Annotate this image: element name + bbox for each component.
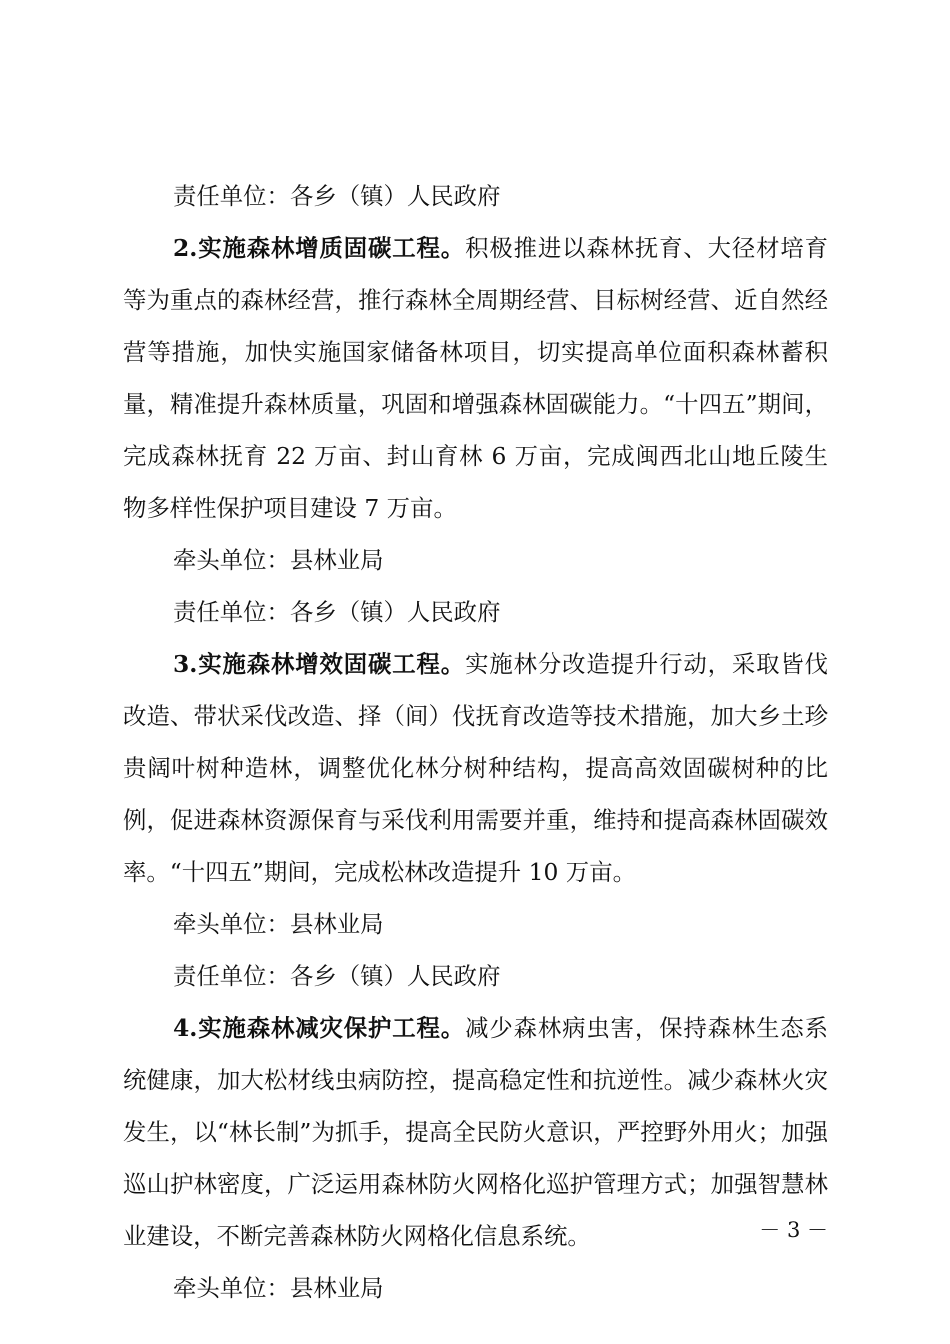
section-3-paragraph <box>123 638 828 898</box>
section-3-heading: 3.实施森林增效固碳工程。 <box>173 650 466 678</box>
section-2-heading: 2.实施森林增质固碳工程。 <box>173 234 466 262</box>
section-2-body: 积极推进以森林抚育、大径材培育等为重点的森林经营，推行森林全周期经营、目标树经营、近自然经营等措施，加快实施国家储备林项目，切实提高单位面积森林蓄积量，精准提升森林质量，巩固和增强森林固碳能力。“十四五”期间，完成森林抚育 22 万亩、封山育林 6 万亩，完成闽西北山地丘陵生物多样性保护项目建设 7 万亩。 <box>123 234 829 522</box>
section-4-body: 减少森林病虫害，保持森林生态系统健康，加大松材线虫病防控，提高稳定性和抗逆性。减少森林火灾发生，以“林长制”为抓手，提高全民防火意识，严控野外用火；加强巡山护林密度，广泛运用森林防火网格化巡护管理方式；加强智慧林业建设，不断完善森林防火网格化信息系统。 <box>123 1014 829 1250</box>
responsible-unit-line: 责任单位：各乡（镇）人民政府 <box>173 962 501 990</box>
lead-unit-line: 牵头单位：县林业局 <box>173 910 384 938</box>
document-body <box>123 170 828 1314</box>
lead-unit-line: 牵头单位：县林业局 <box>173 546 384 574</box>
responsible-unit-line: 责任单位：各乡（镇）人民政府 <box>173 182 501 210</box>
page-number: － 3 － <box>759 1218 828 1242</box>
lead-unit-line: 牵头单位：县林业局 <box>173 1274 384 1302</box>
section-4-heading: 4.实施森林减灾保护工程。 <box>173 1014 466 1042</box>
section-4-paragraph <box>123 1002 828 1262</box>
section-2-paragraph <box>123 222 828 534</box>
responsible-unit-line: 责任单位：各乡（镇）人民政府 <box>173 598 501 626</box>
section-3-body: 实施林分改造提升行动，采取皆伐改造、带状采伐改造、择（间）伐抚育改造等技术措施，加大乡土珍贵阔叶树种造林，调整优化林分树种结构，提高高效固碳树种的比例，促进森林资源保育与采伐利用需要并重，维持和提高森林固碳效率。“十四五”期间，完成松林改造提升 10 万亩。 <box>123 650 829 886</box>
